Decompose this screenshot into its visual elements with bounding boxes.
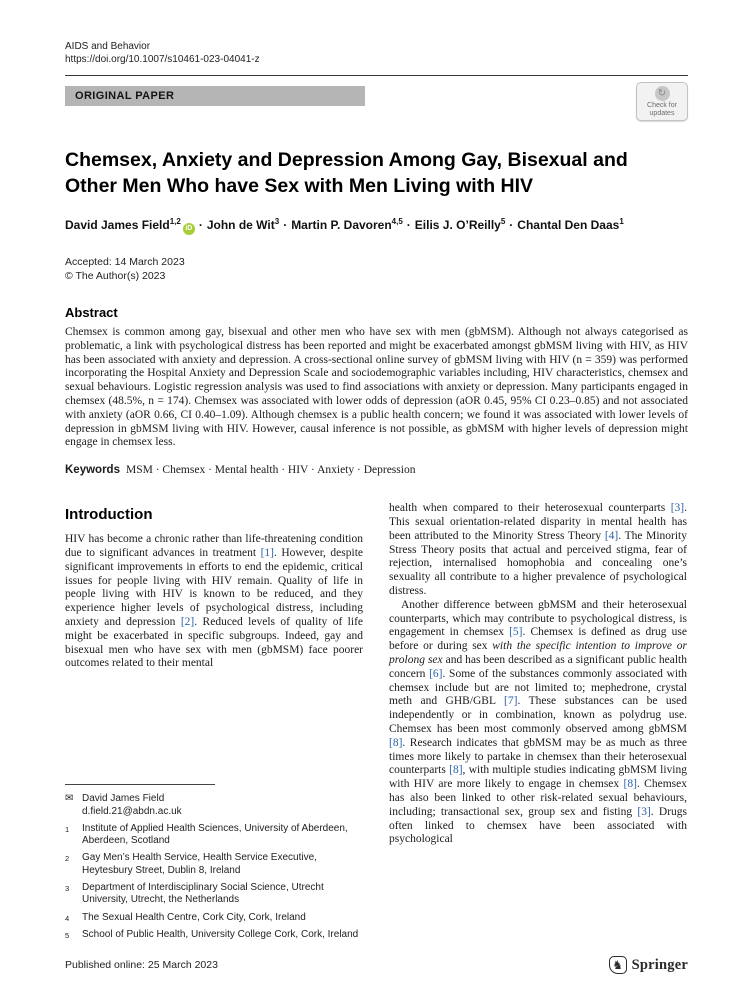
author-separator: · <box>406 218 411 232</box>
email-icon: ✉ <box>65 793 74 805</box>
check-updates-badge[interactable] <box>636 82 688 121</box>
citation-ref[interactable]: [5] <box>509 626 523 639</box>
author: David James Field$^{1,2}$ <box>65 217 181 232</box>
author: Eilis J. O’Reilly$^5$ <box>414 217 506 232</box>
article-title: Chemsex, Anxiety and Depression Among Gay, Bisexual and Other Men Who have Sex with Men Living with HIV <box>65 149 628 197</box>
footnotes-block <box>65 784 363 946</box>
copyright-line: © The Author(s) 2023 <box>65 270 166 282</box>
springer-horse-icon: ♞ <box>609 956 627 974</box>
author-separator: · <box>509 218 514 232</box>
article-dates <box>65 255 688 283</box>
left-column <box>65 502 363 946</box>
affiliation-item: 1 Institute of Applied Health Sciences, University of Aberdeen, Aberdeen, Scotland <box>65 822 348 847</box>
citation-ref[interactable]: [2] <box>180 615 195 628</box>
springer-wordmark: Springer <box>631 956 688 973</box>
intro-paragraph-right-1: health when compared to their heterosexual counterparts [3]. This sexual orientation-related disparity in mental health has been attributed to the Minority Stress Theory [4]. The Minority Stress Theory posits that actual and perceived stigma, fear of rejection, internalised homophobia and concealing one’s sexuality all contribute to a higher prevalence of psychological distress. <box>389 502 688 597</box>
orcid-icon[interactable]: iD <box>183 223 195 235</box>
introduction-heading: Introduction <box>65 506 153 524</box>
keywords-label: Keywords <box>65 464 120 477</box>
affiliation-item: 3 Department of Interdisciplinary Social Science, Utrecht University, Utrecht, the Netherlands <box>65 881 324 906</box>
right-column <box>389 502 687 946</box>
citation-ref[interactable]: [6] <box>429 667 443 680</box>
page-footer <box>65 956 688 974</box>
author: John de Wit$^3$ <box>206 217 280 232</box>
footnote-divider <box>65 784 215 785</box>
author: Martin P. Davoren$^{4,5}$ <box>291 217 403 232</box>
accepted-date: Accepted: 14 March 2023 <box>65 256 185 268</box>
crossmark-icon: ↻ <box>655 86 670 101</box>
correspondence-name: David James Field <box>82 793 165 805</box>
affiliation-item: 4 The Sexual Health Centre, Cork City, Cork, Ireland <box>65 911 306 923</box>
author-list <box>65 217 688 235</box>
citation-ref[interactable]: [7] <box>504 695 518 708</box>
citation-ref[interactable]: [8] <box>389 736 403 749</box>
header-rule <box>65 75 688 76</box>
affiliation-item: 5 School of Public Health, University College Cork, Cork, Ireland <box>65 928 359 940</box>
author-separator: · <box>198 218 203 232</box>
published-online: Published online: 25 March 2023 <box>65 959 218 971</box>
citation-ref[interactable]: [1] <box>260 546 274 559</box>
keywords-line <box>65 464 688 476</box>
correspondence <box>65 793 363 818</box>
abstract-text: Chemsex is common among gay, bisexual and other men who have sex with men (gbMSM). Although not always categorised as problematic, a link with psychological distress has been reported and might be exacerbated amongst gbMSM living with HIV, as HIV has been associated with anxiety and depression. A cross-sectional online survey of gbMSM living with HIV (n = 359) was performed incorporating the Hospital Anxiety and Depression Scale and sociodemographic variables including, HIV characteristics, chemsex and sexual behaviours. Logistic regression analysis was used to find associations with anxiety or depression. Many participants engaged in chemsex (48.5%, n = 174). Chemsex was associated with lower odds of depression (aOR 0.45, 95% CI 0.23–0.85) and not associated with anxiety (aOR 0.66, CI 0.40–1.09). Although chemsex is a public health concern; we found it was associated with lower levels of depression in gbMSM living with HIV. However, causal inference is not possible, as gbMSM with higher levels of depression might engage in chemsex less. <box>65 326 688 449</box>
check-updates-label: Check for updates <box>647 102 677 117</box>
springer-logo <box>609 956 688 974</box>
citation-ref[interactable]: [4] <box>604 529 619 542</box>
badge-row <box>65 86 688 121</box>
citation-ref[interactable]: [3] <box>670 502 685 515</box>
journal-name: AIDS and Behavior <box>65 41 151 52</box>
abstract-heading: Abstract <box>65 305 118 320</box>
citation-ref[interactable]: [8] <box>449 764 463 777</box>
correspondence-email[interactable]: d.field.21@abdn.ac.uk <box>82 805 182 817</box>
citation-ref[interactable]: [3] <box>637 805 651 818</box>
citation-ref[interactable]: [8] <box>623 778 637 791</box>
affiliation-item: 2 Gay Men’s Health Service, Health Service Executive, Heytesbury Street, Dublin 8, Ireland <box>65 852 317 876</box>
body-columns <box>65 502 688 946</box>
doi-link[interactable]: https://doi.org/10.1007/s10461-023-04041-z <box>65 54 260 65</box>
intro-paragraph-right-2: Another difference between gbMSM and their heterosexual counterparts, which may contribute to psychological distress, is engagement in chemsex [5]. Chemsex is defined as drug use before or during sex with the specific intention to improve or prolong sex and has been described as a significant public health concern [6]. Some of the substances commonly associated with chemsex include but are not limited to; mephedrone, crystal meth and GHB/GBL [7]. These substances can be used independently or in combination, known as polydrug use. Chemsex has been most commonly observed among gbMSM [8]. Research indicates that gbMSM may be as much as three times more likely to partake in chemsex than their heterosexual counterparts [8], with multiple studies indicating gbMSM living with HIV are more likely to engage in chemsex [8]. Chemsex has also been linked to other risk-related sexual behaviours, including; transactional sex, group sex and fisting [3]. Drugs often linked to chemsex have been associated with psychological <box>389 598 687 846</box>
journal-header <box>65 40 688 66</box>
author-separator: · <box>283 218 288 232</box>
intro-paragraph-left: HIV has become a chronic rather than life-threatening condition due to significant advances in treatment [1]. However, despite significant improvements in efforts to end the epidemic, critical issues for people living with HIV remain. Quality of life in people living with HIV is known to be reduced, and they experience higher levels of psychological distress, including anxiety and depression [2]. Reduced levels of quality of life might be exacerbated in specific subgroups. Indeed, gay and bisexual men who have sex with men (gbMSM) face poorer outcomes related to their mental <box>65 533 364 670</box>
author: Chantal Den Daas$^1$ <box>517 217 624 232</box>
keywords-text: MSM · Chemsex · Mental health · HIV · Anxiety · Depression <box>125 464 416 477</box>
paper-type-badge: ORIGINAL PAPER <box>65 86 365 106</box>
